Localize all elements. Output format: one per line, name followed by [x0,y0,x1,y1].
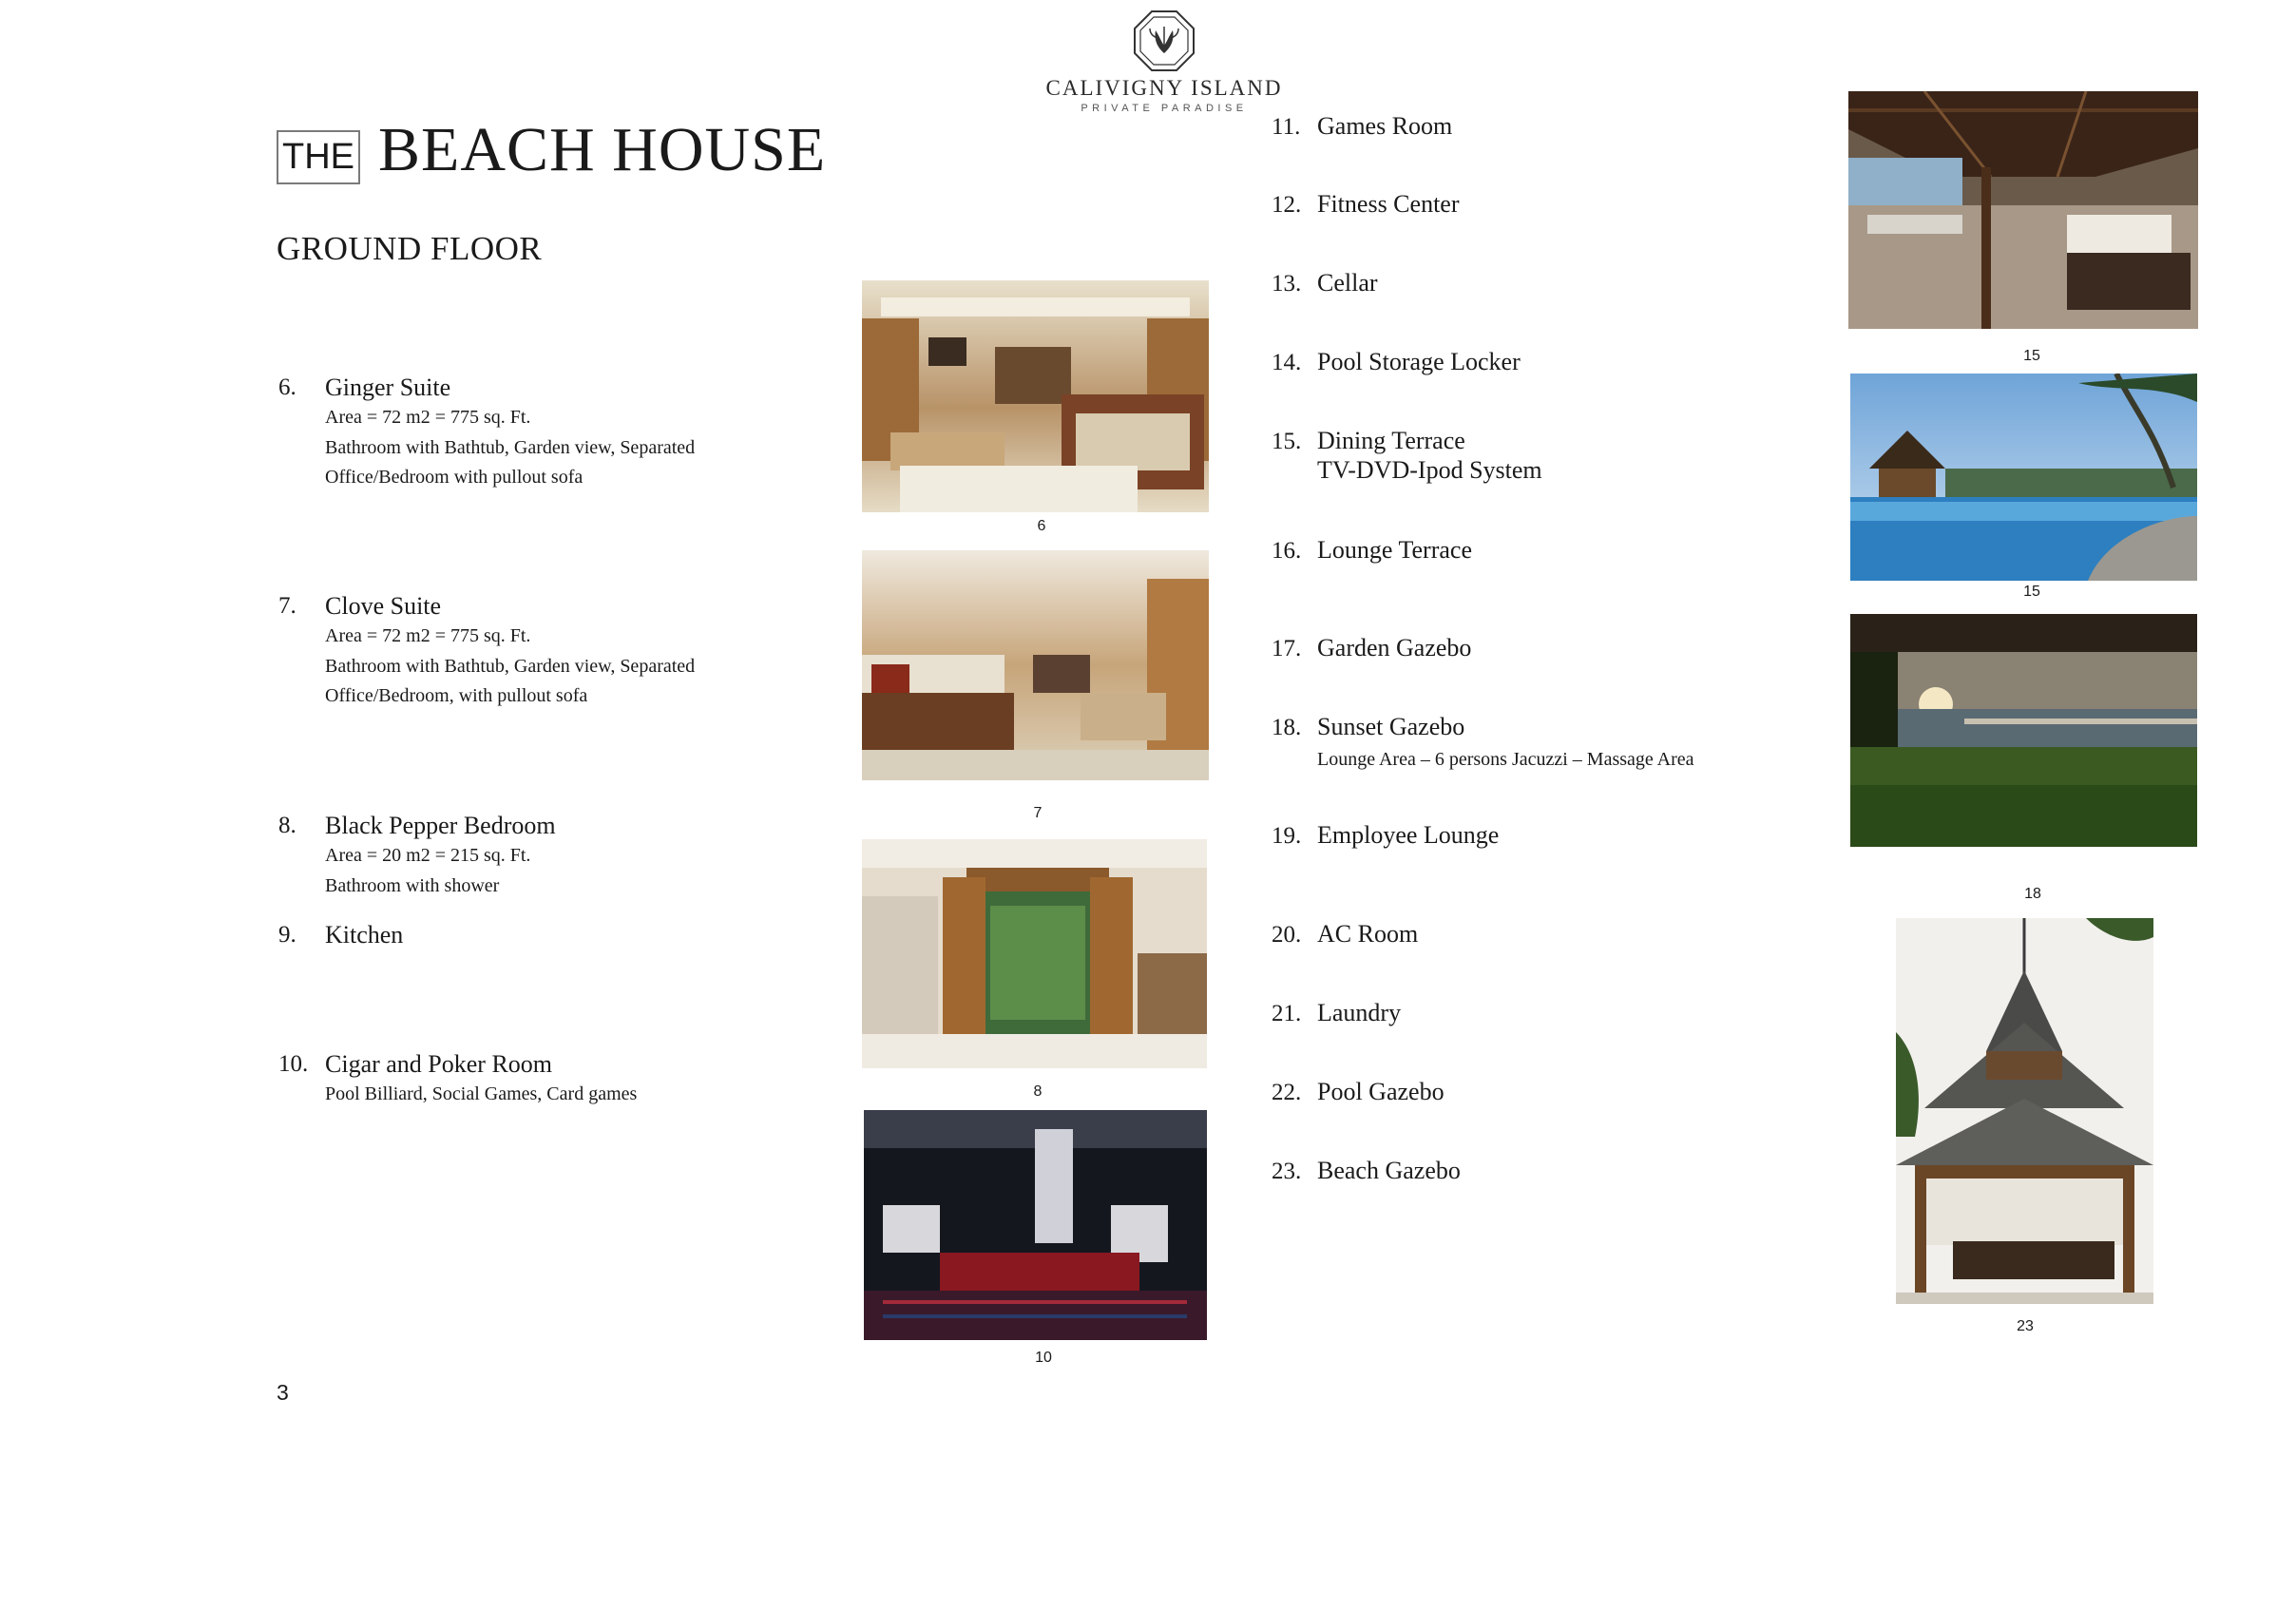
logo-name: CALIVIGNY ISLAND [1045,76,1283,100]
item-number: 17. [1272,636,1302,661]
item-number: 7. [278,593,297,619]
item-name: Pool Storage Locker [1317,348,1521,375]
item-number: 23. [1272,1159,1302,1184]
item-number: 10. [278,1051,309,1077]
item-number: 11. [1272,114,1301,140]
room-item-10 [278,1049,849,1116]
item-number: 19. [1272,823,1302,849]
logo-tagline: PRIVATE PARADISE [1081,103,1248,114]
item-number: 18. [1272,715,1302,740]
photo-bathroom [862,839,1207,1068]
item-name: Dining Terrace [1317,427,1465,454]
item-number: 13. [1272,271,1302,297]
item-name: Black Pepper Bedroom [325,812,556,839]
item-name: Laundry [1317,999,1402,1026]
photo-caption: 23 [2017,1318,2034,1334]
item-number: 15. [1272,429,1302,454]
photo-caption: 6 [1037,518,1046,534]
photo-caption: 18 [2024,886,2041,902]
photo-sunset-gazebo [1850,614,2197,847]
item-number: 16. [1272,538,1302,564]
item-detail: Area = 72 m2 = 775 sq. Ft. [325,625,531,646]
item-name: Cellar [1317,269,1378,297]
photo-cigar-room [864,1110,1207,1340]
item-name: Clove Suite [325,592,442,620]
room-item-6 [278,373,849,506]
item-detail: Office/Bedroom with pullout sofa [325,467,584,488]
item-detail: Lounge Area – 6 persons Jacuzzi – Massage Area [1317,749,1694,770]
item-detail: Bathroom with shower [325,874,500,896]
brand-logo [1036,10,1292,114]
photo-caption: 7 [1033,805,1043,821]
item-name: Employee Lounge [1317,821,1500,849]
room-item-7 [278,591,849,724]
item-number: 20. [1272,922,1302,948]
octagon-emblem-icon [1133,10,1196,72]
item-detail: Area = 72 m2 = 775 sq. Ft. [325,407,531,428]
item-name: AC Room [1317,920,1419,948]
page-title: BEACH HOUSE [378,115,827,184]
photo-caption: 15 [2023,584,2040,600]
photo-ginger-suite [862,280,1209,512]
photo-caption: 15 [2023,348,2040,364]
photo-caption: 8 [1033,1083,1043,1100]
item-name: Ginger Suite [325,374,451,401]
title-prefix-box: THE [277,130,360,184]
photo-beach-gazebo [1896,918,2153,1304]
photo-caption: 10 [1035,1350,1052,1366]
item-number: 21. [1272,1001,1302,1026]
item-number: 6. [278,374,297,400]
item-name: Pool Gazebo [1317,1078,1445,1105]
item-number: 22. [1272,1080,1302,1105]
item-name: Kitchen [325,921,404,949]
item-name: Lounge Terrace [1317,536,1472,564]
item-name-line2: TV-DVD-Ipod System [1317,456,1542,484]
item-detail: Office/Bedroom, with pullout sofa [325,685,588,706]
item-name: Beach Gazebo [1317,1157,1461,1184]
item-name: Cigar and Poker Room [325,1050,553,1078]
item-detail: Bathroom with Bathtub, Garden view, Separated [325,436,696,458]
item-name: Sunset Gazebo [1317,713,1465,740]
room-item-8 [278,811,849,906]
item-detail: Area = 20 m2 = 215 sq. Ft. [325,845,531,866]
item-number: 9. [278,922,297,948]
photo-clove-suite [862,550,1209,780]
page-number: 3 [277,1380,289,1405]
item-detail: Pool Billiard, Social Games, Card games [325,1083,638,1104]
item-name: Fitness Center [1317,190,1460,218]
item-name: Garden Gazebo [1317,634,1472,661]
item-name: Games Room [1317,112,1453,140]
item-number: 8. [278,813,297,838]
photo-dining-terrace [1848,91,2198,329]
item-number: 14. [1272,350,1302,375]
room-item-9 [278,920,849,958]
photo-pool [1850,374,2197,581]
floor-subtitle: GROUND FLOOR [277,230,543,267]
item-detail: Bathroom with Bathtub, Garden view, Separated [325,655,696,677]
item-number: 12. [1272,192,1302,218]
